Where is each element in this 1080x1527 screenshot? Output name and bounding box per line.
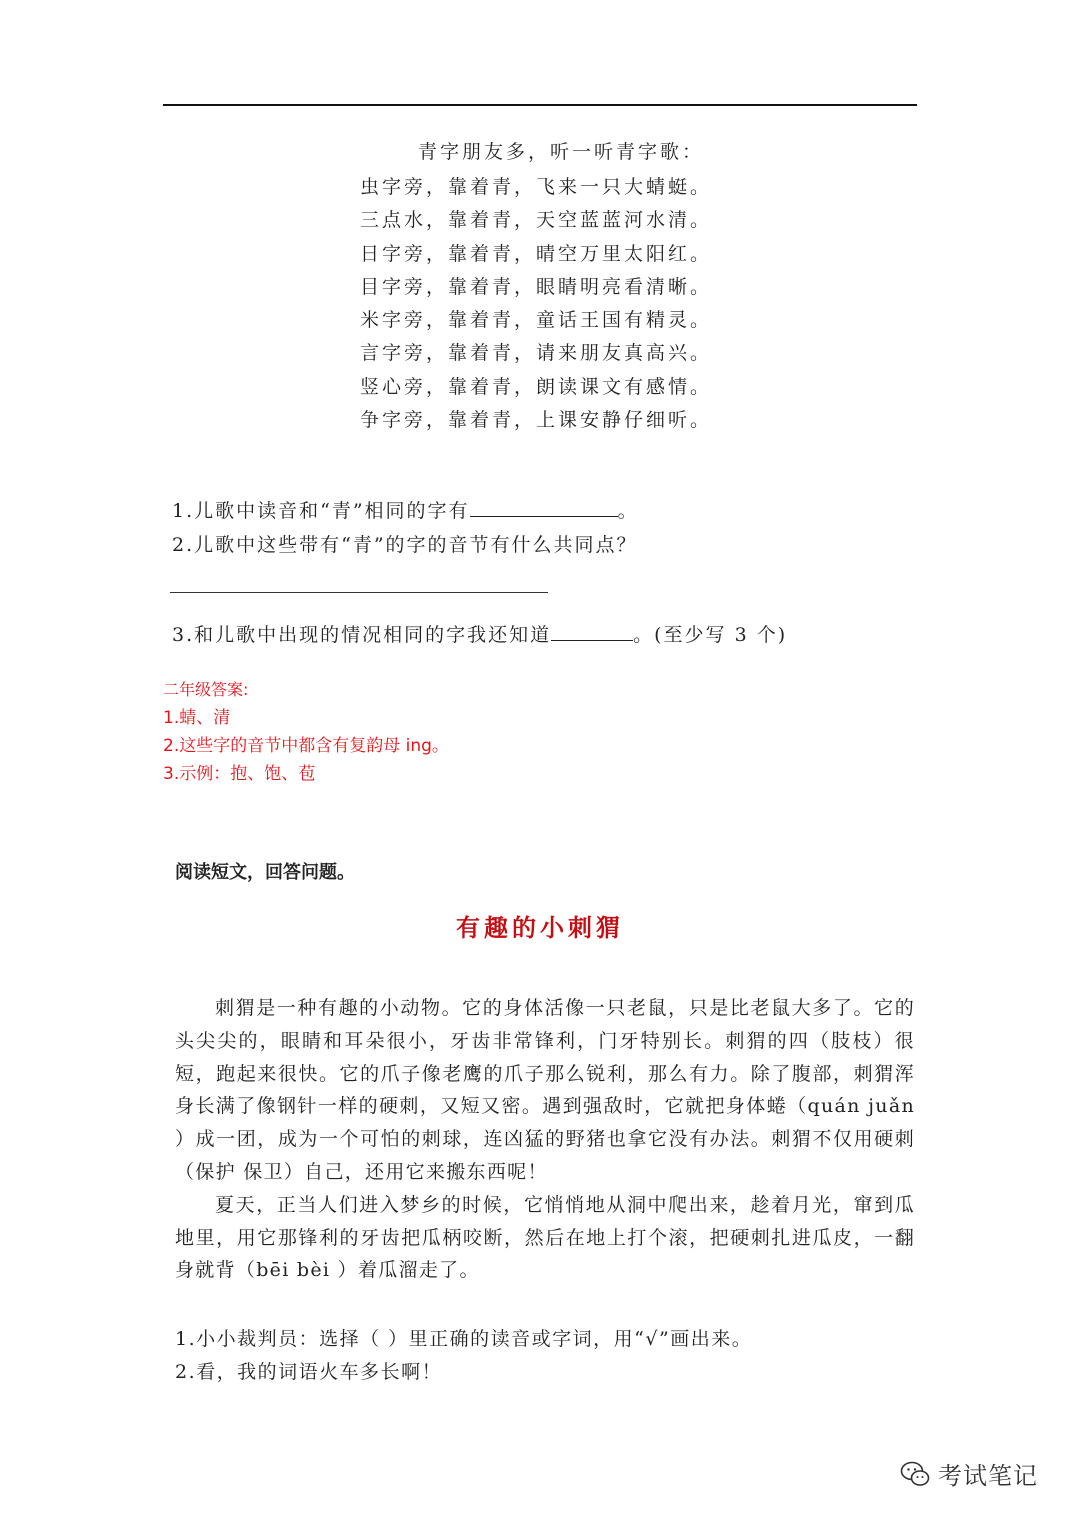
- story-paragraph: 刺猬是一种有趣的小动物。它的身体活像一只老鼠，只是比老鼠大多了。它的头尖尖的，眼睛和耳朵很小，牙齿非常锋利，门牙特别长。刺猬的四（肢枝）很短，跑起来很快。它的爪子像老鹰的爪子那么锐利，那么有力。除了腹部，刺猬浑身长满了像钢针一样的硬刺，又短又密。遇到强敌时，它就把身体蜷（quán juǎn ）成一团，成为一个可怕的刺球，连凶猛的野猪也拿它没有办法。刺猬不仅用硬刺（保护 保卫）自己，还用它来搬东西呢！: [175, 997, 915, 1183]
- story-title: 有趣的小刺猬: [456, 913, 624, 942]
- reading-question-1: 1.小小裁判员：选择（ ）里正确的读音或字词，用“√”画出来。: [175, 1328, 753, 1350]
- answer-item: 1.蜻、清: [163, 708, 231, 728]
- question-3: [172, 620, 787, 647]
- story-paragraph: 夏天，正当人们进入梦乡的时候，它悄悄地从洞中爬出来，趁着月光，窜到瓜地里，用它那锋利的牙齿把瓜柄咬断，然后在地上打个滚，把硬刺扎进瓜皮，一翻身就背（bēi bèi ）着瓜溜走了。: [175, 1193, 915, 1282]
- answer-item: 2.这些字的音节中都含有复韵母 ing。: [163, 736, 449, 756]
- answer-key: [163, 676, 449, 788]
- answer-blank-1[interactable]: [470, 515, 618, 517]
- answer-line-2[interactable]: [170, 592, 548, 593]
- poem-line: 虫字旁，靠着青，飞来一只大蜻蜓。: [360, 176, 713, 198]
- poem-line: 日字旁，靠着青，晴空万里太阳红。: [360, 242, 713, 265]
- question-3-suffix: 。(至少写 3 个): [633, 624, 788, 646]
- question-3-text: 3.和儿歌中出现的情况相同的字我还知道: [172, 624, 552, 646]
- poem-line: 言字旁，靠着青，请来朋友真高兴。: [360, 342, 713, 365]
- poem-line: 争字旁，靠着青，上课安静仔细听。: [360, 409, 713, 432]
- poem-line: 三点水，靠着青，天空蓝蓝河水清。: [360, 209, 713, 232]
- question-2: 2.儿歌中这些带有“青”的字的音节有什么共同点？: [172, 534, 638, 556]
- poem-line: 目字旁，靠着青，眼睛明亮看清晰。: [360, 275, 713, 298]
- question-1: [172, 496, 639, 523]
- question-1-text: 1.儿歌中读音和“青”相同的字有: [172, 500, 470, 522]
- poem: [330, 138, 750, 437]
- poem-lines: [330, 171, 750, 437]
- poem-line: 米字旁，靠着青，童话王国有精灵。: [360, 309, 713, 332]
- reading-question-2: 2.看，我的词语火车多长啊！: [175, 1361, 443, 1383]
- story-text: [175, 992, 915, 1287]
- answer-key-title: 二年级答案:: [163, 680, 249, 699]
- answer-blank-3[interactable]: [551, 639, 633, 641]
- poem-intro: 青字朋友多，听一听青字歌：: [418, 141, 705, 163]
- reading-instruction: 阅读短文，回答问题。: [175, 862, 355, 883]
- question-1-suffix: 。: [617, 500, 639, 522]
- top-rule: [163, 104, 917, 106]
- watermark-text: 考试笔记: [938, 1462, 1038, 1490]
- poem-line: 竖心旁，靠着青，朗读课文有感情。: [360, 375, 713, 398]
- watermark: [900, 1456, 1038, 1491]
- answer-item: 3.示例：抱、饱、苞: [163, 764, 316, 784]
- wechat-icon: [900, 1460, 930, 1488]
